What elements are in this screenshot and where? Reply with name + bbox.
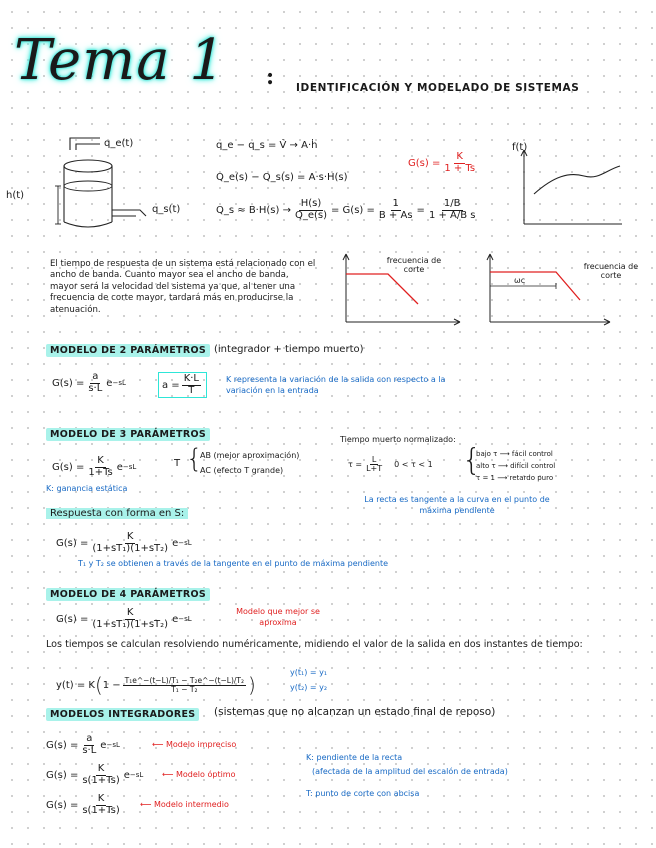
s-response-note: T₁ y T₂ se obtienen a través de la tangente en el punto de máxima pendiente — [78, 559, 389, 568]
section-3-equation: G(s) = $\frac{K}{1+Ts}$ e −sL — [52, 455, 137, 478]
tau-definition: τ = $\frac{L}{L+T}$ 0 < τ < 1 — [348, 455, 433, 474]
section-2-equation: G(s) = $\frac{a}{s\cdot L}$ e −sL — [52, 371, 126, 394]
section-2-k-note: K representa la variación de la salida con respecto a la variación en la entrada — [226, 375, 446, 395]
tau-case-3: τ = 1 ⟶ retardo puro — [476, 474, 554, 482]
step-response-graph — [514, 146, 626, 236]
tank-eq-2: Q_e(s) − Q_s(s) = A·s·H(s) — [216, 172, 348, 183]
section-3-t-option-2: AC (efecto T grande) — [200, 466, 284, 475]
integrators-t-note: T: punto de corte con abcisa — [306, 789, 420, 798]
section-2-params-heading: MODELO DE 2 PARÁMETROS — [46, 344, 210, 357]
page-subtitle: IDENTIFICACIÓN Y MODELADO DE SISTEMAS — [296, 82, 580, 94]
integrator-model-2: G(s) = $\frac{K}{s(1+Ts)}$ e −sL — [46, 763, 144, 786]
bandwidth-paragraph: El tiempo de respuesta de un sistema está relacionado con el ancho de banda. Cuanto mayor sea el ancho de banda, mayor será la velocidad del sistema ya que, al tener una frecuencia de corte mayor, tardará más en producirse la atenuación. — [50, 259, 316, 315]
bandwidth-graph-1-label: frecuencia de corte — [386, 256, 442, 274]
bandwidth-graph-2-marker: ωc — [514, 276, 526, 285]
first-order-tf: G(s) = $\frac{K}{1 + Ts}$ — [408, 151, 476, 174]
section-4-paragraph: Los tiempos se calculan resolviendo numéricamente, midiendo el valor de la salida en dos instantes de tiempo: — [46, 639, 583, 650]
integrators-note: (sistemas que no alcanzan un estado final de reposo) — [214, 706, 496, 718]
section-4-output-equation: y(t) = K ( 1 − $\frac{\text{T₁e\textasciicircum{}−(t−L)/T₁ − T₂e\textasciicircum{}−(t−L)/T₂}}{\text{T₁ − T₂}}$ ) — [56, 673, 256, 697]
tau-case-1: bajo τ ⟶ fácil control — [476, 450, 553, 458]
section-4-params-heading: MODELO DE 4 PARÁMETROS — [46, 588, 210, 601]
section-3-t-label: T — [174, 458, 181, 469]
tank-h-label: h(t) — [6, 190, 25, 201]
s-response-equation: G(s) = $\frac{K}{\text{(1+sT₁)(1+sT₂)}}$ e −sL — [56, 531, 192, 554]
tank-qs-label: q_s(t) — [152, 204, 181, 215]
tank-eq-1: q_e − q_s = V̇ → A·ḣ — [216, 140, 318, 151]
dead-time-title: Tiempo muerto normalizado: — [340, 435, 456, 444]
integrator-model-3: G(s) = $\frac{K}{s(1+Ts)}$ — [46, 793, 120, 816]
integrators-heading: MODELOS INTEGRADORES — [46, 708, 199, 721]
integrator-model-2-label: ⟵ Modelo óptimo — [162, 770, 236, 779]
s-response-heading: Respuesta con forma en S: — [46, 508, 188, 519]
section-4-equation: G(s) = $\frac{K}{\text{(1+sT₁)(1+sT₂)}}$ e −sL — [56, 607, 192, 630]
tau-brace: { — [462, 443, 482, 478]
section-3-params-heading: MODELO DE 3 PARÁMETROS — [46, 428, 210, 441]
integrators-k-note-2: (afectada de la amplitud del escalón de entrada) — [312, 767, 508, 776]
tank-qe-label: q_e(t) — [104, 138, 134, 149]
section-2-params-note: (integrador + tiempo muerto) — [214, 344, 364, 355]
bandwidth-graph-2-label: frecuencia de corte — [583, 262, 639, 280]
integrators-k-note-1: K: pendiente de la recta — [306, 753, 403, 762]
integrator-model-3-label: ⟵ Modelo intermedio — [140, 800, 229, 809]
page-title: Tema 1 — [14, 28, 227, 93]
tau-case-2: alto τ ⟶ difícil control — [476, 462, 556, 470]
integrator-model-1: G(s) = $\frac{a}{s\cdot L}$ e −sL — [46, 733, 120, 756]
section-3-k-note: K: ganancia estática — [46, 484, 128, 493]
section-4-condition-2: y(t₂) = y₂ — [290, 683, 328, 692]
tangent-note: La recta es tangente a la curva en el punto de máxima pendiente — [364, 495, 550, 515]
step-graph-label: f(t) — [512, 142, 528, 153]
tank-eq-3: Q_s ≈ B·H(s) → $\frac{H(s)}{Q\_e(s)}$ = G(s) = $\frac{1}{B + As}$ = $\frac{1/B}{\text{1 + A/B s}}$ — [216, 198, 476, 221]
integrator-model-1-label: ⟵ Modelo impreciso — [152, 740, 237, 749]
section-2-a-definition: a = $\frac{K\cdot L}{T}$ — [158, 372, 207, 398]
section-4-best-model-note: Modelo que mejor se aproxima — [236, 607, 320, 627]
section-3-t-brace: { — [186, 444, 203, 474]
title-colon: : — [266, 64, 275, 90]
section-3-t-option-1: AB (mejor aproximación) — [200, 451, 300, 460]
section-4-condition-1: y(t₁) = y₁ — [290, 668, 328, 677]
